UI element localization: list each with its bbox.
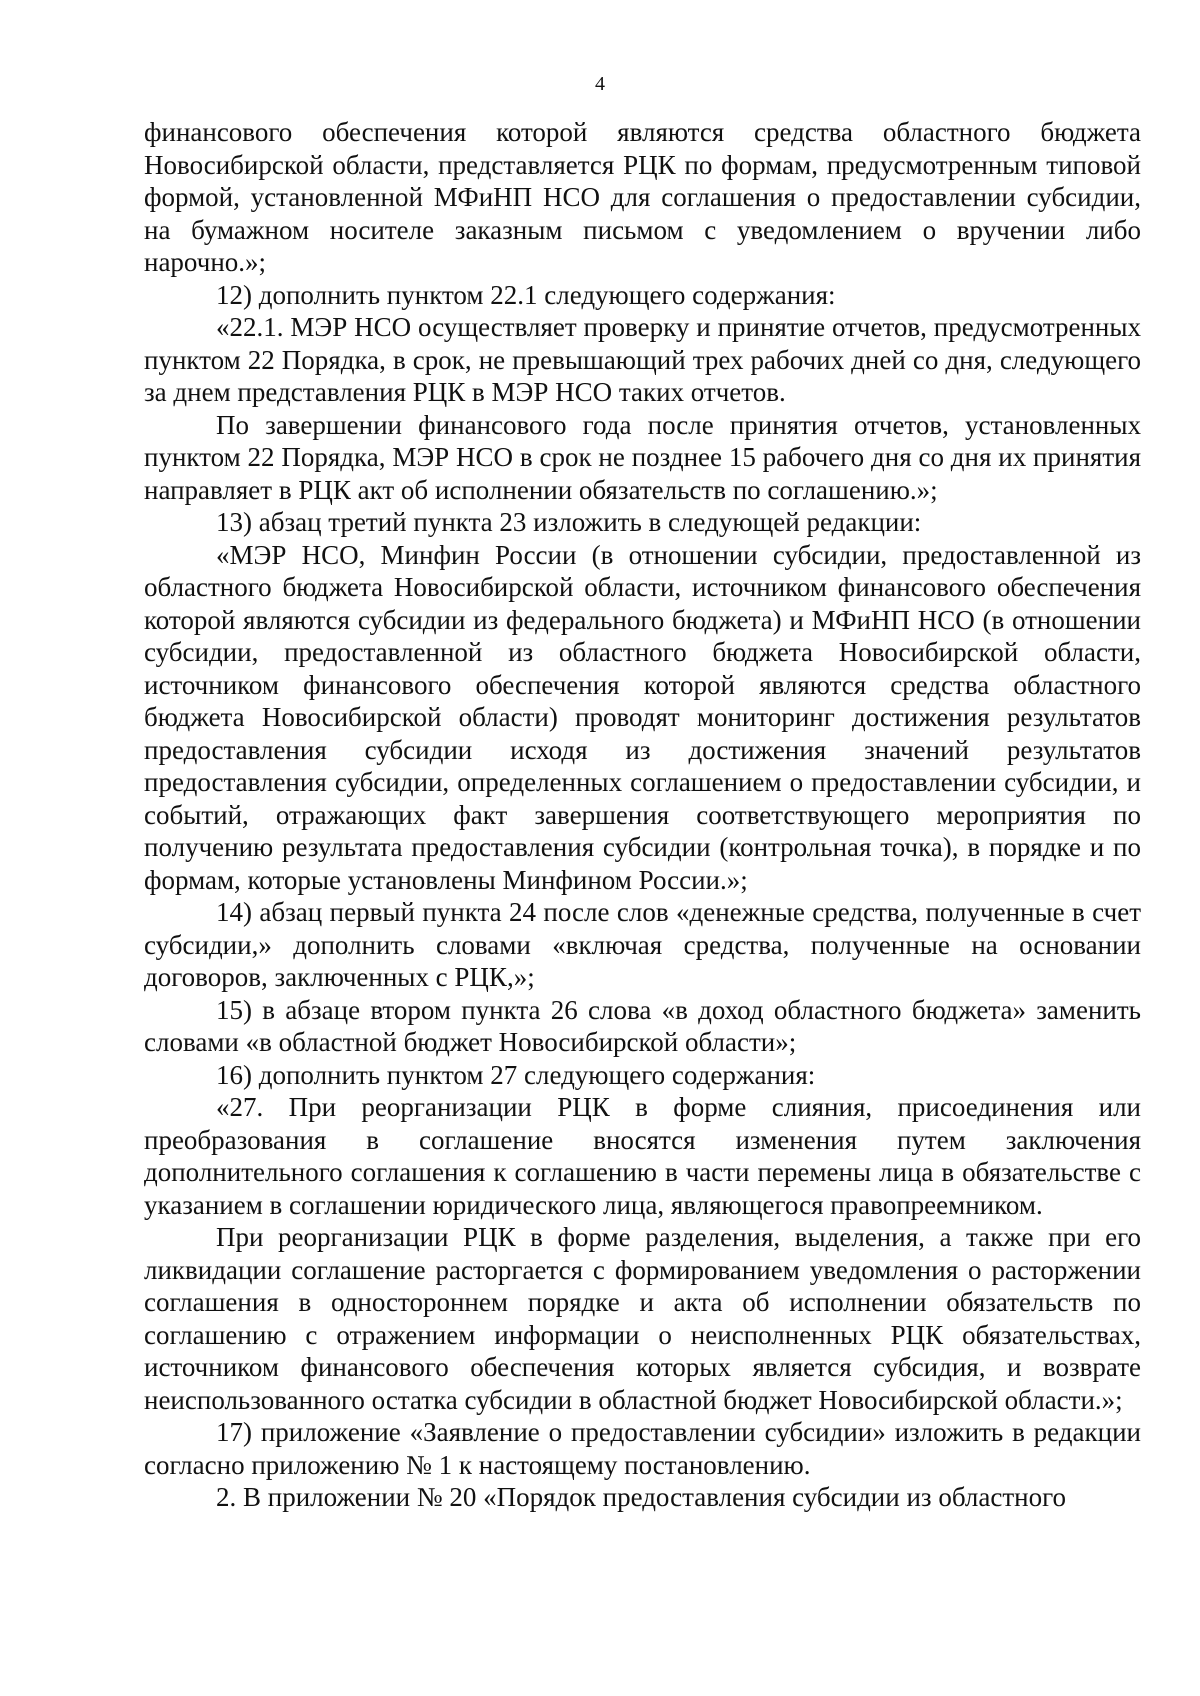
paragraph-clause-27-part2: При реорганизации РЦК в форме разделения, выделения, а также при его ликвидации соглашение расторгается с формированием уведомления о расторжении соглашения в одностороннем порядке и акта об исполнении обязательств по соглашению с отражением информации о неисполненных РЦК обязательствах, источником финансового обеспечения которых является субсидия, и возврате неиспользованного остатка субсидии в областной бюджет Новосибирской области.»; bbox=[144, 1222, 1141, 1415]
paragraph-continuation: финансового обеспечения которой являются средства областного бюджета Новосибирской области, представляется РЦК по формам, предусмотренным типовой формой, установленной МФиНП НСО для соглашения о предоставлении субсидии, на бумажном носителе заказным письмом с уведомлением о вручении либо нарочно.»; bbox=[144, 117, 1141, 277]
page-number: 4 bbox=[595, 73, 605, 95]
paragraph-item-12: 12) дополнить пунктом 22.1 следующего содержания: bbox=[216, 279, 836, 310]
paragraph-item-15: 15) в абзаце втором пункта 26 слова «в доход областного бюджета» заменить словами «в областной бюджет Новосибирской области»; bbox=[144, 994, 1141, 1057]
paragraph-clause-23: «МЭР НСО, Минфин России (в отношении субсидии, предоставленной из областного бюджета Новосибирской области, источником финансового обеспечения которой являются субсидии из федерального бюджета) и МФиНП НСО (в отношении субсидии, предоставленной из областного бюджета Новосибирской области, источником финансового обеспечения которой являются средства областного бюджета Новосибирской области) проводят мониторинг достижения результатов предоставления субсидии исходя из достижения значений результатов предоставления субсидии, определенных соглашением о предоставлении субсидии, и событий, отражающих факт завершения соответствующего мероприятия по получению результата предоставления субсидии (контрольная точка), в порядке и по формам, которые установлены Минфином России.»; bbox=[144, 539, 1141, 895]
document-body bbox=[144, 116, 1141, 1514]
paragraph-item-14: 14) абзац первый пункта 24 после слов «денежные средства, полученные в счет субсидии,» дополнить словами «включая средства, полученные на основании договоров, заключенных с РЦК,»; bbox=[144, 897, 1141, 992]
paragraph-item-17: 17) приложение «Заявление о предоставлении субсидии» изложить в редакции согласно приложению № 1 к настоящему постановлению. bbox=[144, 1417, 1141, 1480]
paragraph-section-2: 2. В приложении № 20 «Порядок предоставления субсидии из областного bbox=[216, 1482, 1066, 1512]
paragraph-item-13: 13) абзац третий пункта 23 изложить в следующей редакции: bbox=[216, 507, 922, 537]
paragraph-clause-22-1-part2: По завершении финансового года после принятия отчетов, установленных пунктом 22 Порядка, МЭР НСО в срок не позднее 15 рабочего дня со дня их принятия направляет в РЦК акт об исполнении обязательств по соглашению.»; bbox=[144, 409, 1141, 505]
paragraph-clause-27: «27. При реорганизации РЦК в форме слияния, присоединения или преобразования в соглашение вносятся изменения путем заключения дополнительного соглашения к соглашению в части перемены лица в обязательстве с указанием в соглашении юридического лица, являющегося правопреемником. bbox=[144, 1092, 1141, 1220]
paragraph-item-16: 16) дополнить пунктом 27 следующего содержания: bbox=[216, 1059, 816, 1090]
paragraph-clause-22-1: «22.1. МЭР НСО осуществляет проверку и принятие отчетов, предусмотренных пунктом 22 Порядка, в срок, не превышающий трех рабочих дней со дня, следующего за днем представления РЦК в МЭР НСО таких отчетов. bbox=[144, 312, 1141, 407]
